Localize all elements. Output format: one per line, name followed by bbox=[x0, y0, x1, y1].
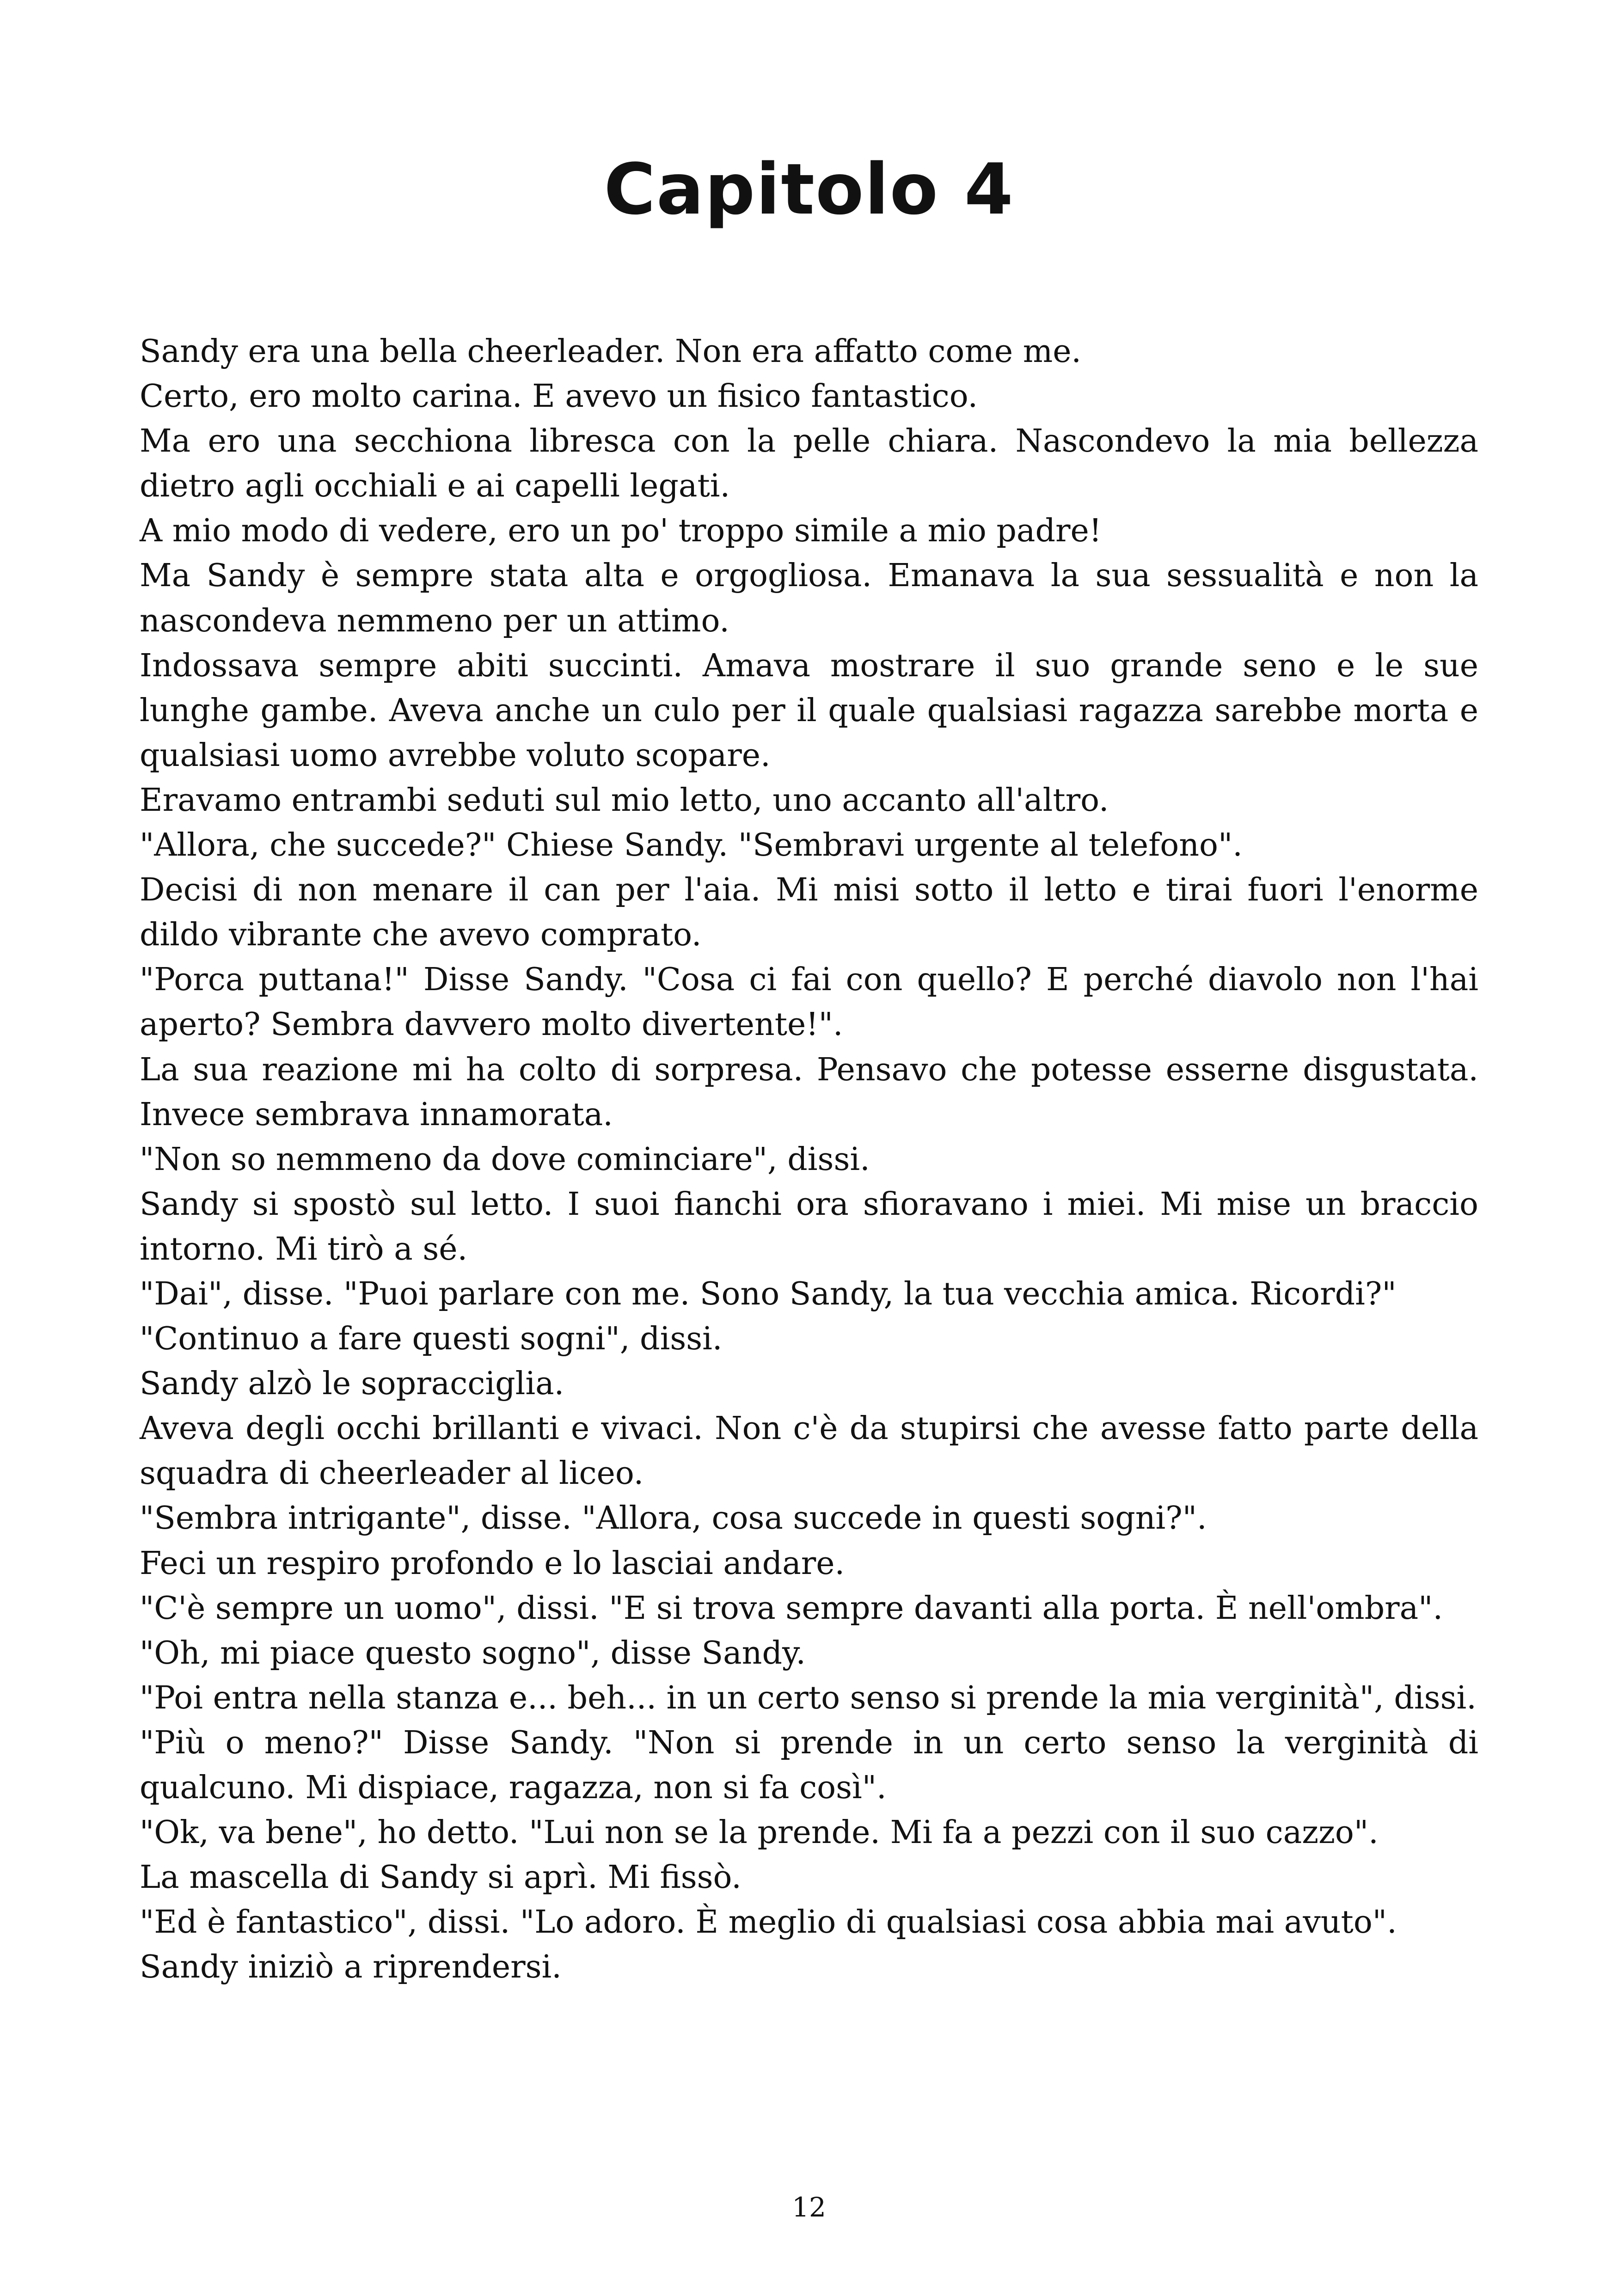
paragraph: Sandy era una bella cheerleader. Non era affatto come me. bbox=[140, 333, 1082, 370]
paragraph: La mascella di Sandy si aprì. Mi fissò. bbox=[140, 1859, 742, 1896]
paragraph: "Allora, che succede?" Chiese Sandy. "Sembravi urgente al telefono". bbox=[140, 827, 1243, 864]
chapter-body bbox=[140, 329, 1478, 1990]
paragraph: "Più o meno?" Disse Sandy. "Non si prende in un certo senso la verginità di qualcuno. Mi dispiace, ragazza, non si fa così". bbox=[140, 1724, 1478, 1806]
paragraph: "Porca puttana!" Disse Sandy. "Cosa ci fai con quello? E perché diavolo non l'hai aperto? Sembra davvero molto divertente!". bbox=[140, 961, 1478, 1043]
paragraph: Ma Sandy è sempre stata alta e orgogliosa. Emanava la sua sessualità e non la nascondeva nemmeno per un attimo. bbox=[140, 557, 1478, 639]
paragraph: A mio modo di vedere, ero un po' troppo simile a mio padre! bbox=[140, 513, 1102, 550]
paragraph: Decisi di non menare il can per l'aia. Mi misi sotto il letto e tirai fuori l'enorme dildo vibrante che avevo comprato. bbox=[140, 872, 1478, 954]
paragraph: Aveva degli occhi brillanti e vivaci. Non c'è da stupirsi che avesse fatto parte della squadra di cheerleader al liceo. bbox=[140, 1410, 1478, 1492]
paragraph: Sandy alzò le sopracciglia. bbox=[140, 1365, 564, 1402]
paragraph: Certo, ero molto carina. E avevo un fisico fantastico. bbox=[140, 378, 978, 415]
paragraph: "Ed è fantastico", dissi. "Lo adoro. È meglio di qualsiasi cosa abbia mai avuto". bbox=[140, 1904, 1397, 1941]
paragraph: Indossava sempre abiti succinti. Amava mostrare il suo grande seno e le sue lunghe gambe. Aveva anche un culo per il quale qualsiasi ragazza sarebbe morta e qualsiasi uomo avrebbe voluto scopare. bbox=[140, 647, 1478, 774]
paragraph: Ma ero una secchiona libresca con la pelle chiara. Nascondevo la mia bellezza dietro agli occhiali e ai capelli legati. bbox=[140, 423, 1478, 505]
paragraph: "Non so nemmeno da dove cominciare", dissi. bbox=[140, 1141, 870, 1178]
paragraph: "Poi entra nella stanza e... beh... in un certo senso si prende la mia verginità", dissi. bbox=[140, 1679, 1477, 1716]
paragraph: "Sembra intrigante", disse. "Allora, cosa succede in questi sogni?". bbox=[140, 1500, 1207, 1537]
chapter-title: Capitolo 4 bbox=[604, 148, 1014, 230]
paragraph: "Continuo a fare questi sogni", dissi. bbox=[140, 1321, 723, 1358]
paragraph: Eravamo entrambi seduti sul mio letto, uno accanto all'altro. bbox=[140, 782, 1109, 819]
paragraph: "C'è sempre un uomo", dissi. "E si trova sempre davanti alla porta. È nell'ombra". bbox=[140, 1590, 1443, 1627]
paragraph: "Dai", disse. "Puoi parlare con me. Sono Sandy, la tua vecchia amica. Ricordi?" bbox=[140, 1275, 1397, 1312]
paragraph: "Oh, mi piace questo sogno", disse Sandy. bbox=[140, 1635, 806, 1671]
paragraph: "Ok, va bene", ho detto. "Lui non se la prende. Mi fa a pezzi con il suo cazzo". bbox=[140, 1814, 1379, 1851]
paragraph: Feci un respiro profondo e lo lasciai andare. bbox=[140, 1545, 845, 1582]
page-number: 12 bbox=[792, 2192, 826, 2223]
paragraph: Sandy iniziò a riprendersi. bbox=[140, 1949, 562, 1986]
paragraph: Sandy si spostò sul letto. I suoi fianchi ora sfioravano i miei. Mi mise un braccio intorno. Mi tirò a sé. bbox=[140, 1186, 1478, 1267]
paragraph: La sua reazione mi ha colto di sorpresa. Pensavo che potesse esserne disgustata. Invece sembrava innamorata. bbox=[140, 1051, 1478, 1133]
